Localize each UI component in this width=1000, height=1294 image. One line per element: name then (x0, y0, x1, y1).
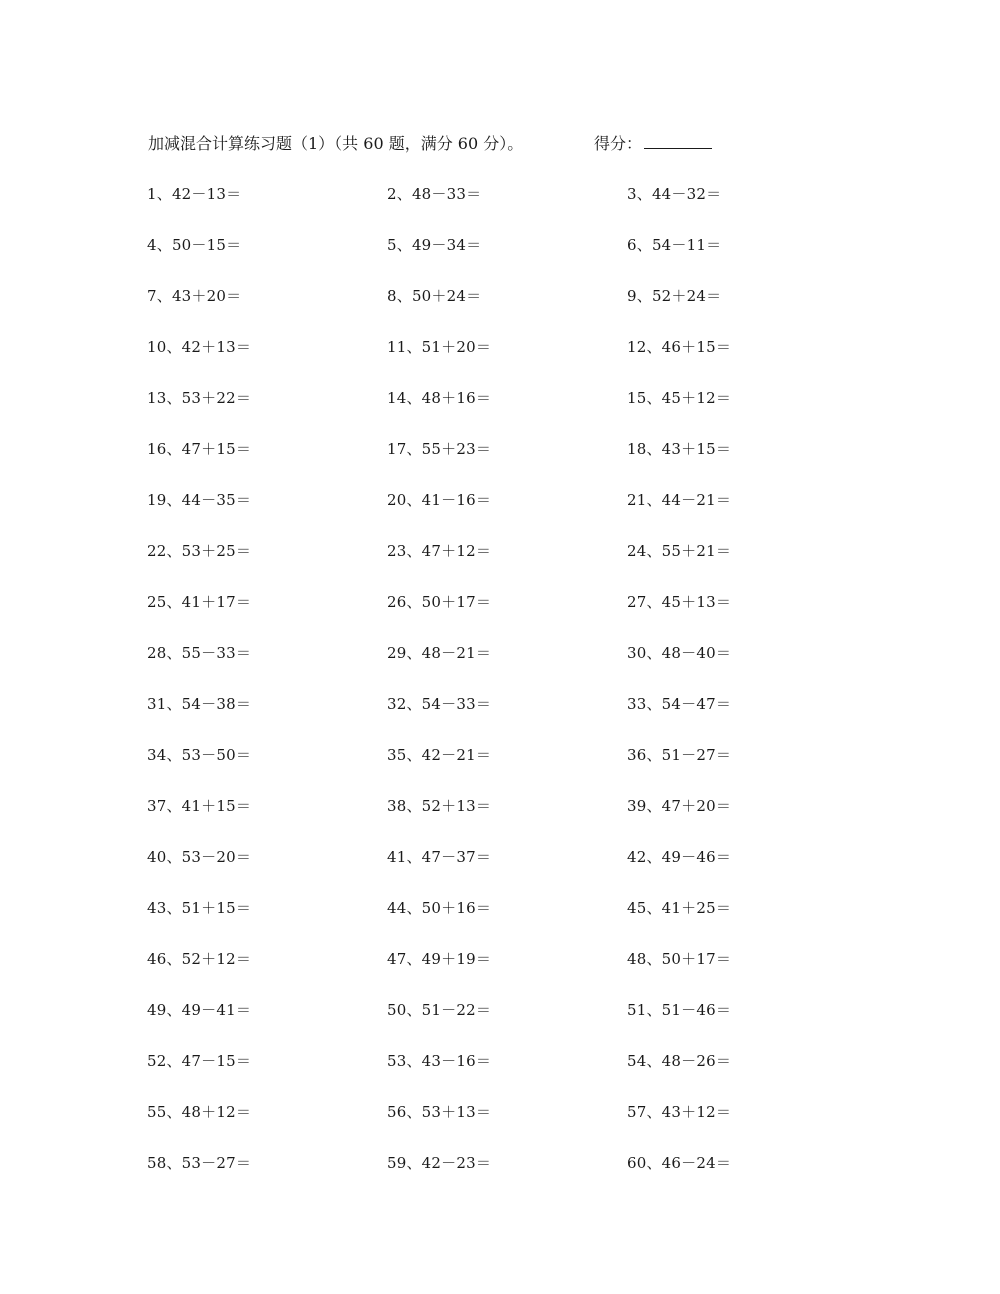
problem-item: 3、44－32＝ (627, 185, 722, 203)
problem-item: 36、51－27＝ (627, 746, 732, 764)
problem-item: 32、54－33＝ (387, 695, 492, 713)
problem-item: 38、52＋13＝ (387, 797, 492, 815)
problem-item: 51、51－46＝ (627, 1001, 732, 1019)
worksheet-header (148, 130, 848, 158)
problem-item: 43、51＋15＝ (147, 899, 252, 917)
problem-item: 21、44－21＝ (627, 491, 732, 509)
problem-item: 26、50＋17＝ (387, 593, 492, 611)
problem-item: 29、48－21＝ (387, 644, 492, 662)
problem-item: 7、43＋20＝ (147, 287, 242, 305)
problem-item: 12、46＋15＝ (627, 338, 732, 356)
worksheet-title: 加减混合计算练习题（1）（共 60 题，满分 60 分）。 (148, 134, 524, 153)
problem-item: 13、53＋22＝ (147, 389, 252, 407)
problem-item: 14、48＋16＝ (387, 389, 492, 407)
problem-item: 30、48－40＝ (627, 644, 732, 662)
problem-item: 10、42＋13＝ (147, 338, 252, 356)
problem-item: 57、43＋12＝ (627, 1103, 732, 1121)
problem-item: 15、45＋12＝ (627, 389, 732, 407)
problem-item: 40、53－20＝ (147, 848, 252, 866)
problem-item: 49、49－41＝ (147, 1001, 252, 1019)
problem-item: 39、47＋20＝ (627, 797, 732, 815)
problem-item: 22、53＋25＝ (147, 542, 252, 560)
problem-item: 18、43＋15＝ (627, 440, 732, 458)
problem-item: 9、52＋24＝ (627, 287, 722, 305)
problem-grid (147, 180, 867, 1200)
problem-item: 35、42－21＝ (387, 746, 492, 764)
problem-item: 17、55＋23＝ (387, 440, 492, 458)
problem-item: 27、45＋13＝ (627, 593, 732, 611)
problem-item: 44、50＋16＝ (387, 899, 492, 917)
problem-item: 24、55＋21＝ (627, 542, 732, 560)
problem-item: 2、48－33＝ (387, 185, 482, 203)
problem-item: 16、47＋15＝ (147, 440, 252, 458)
problem-item: 59、42－23＝ (387, 1154, 492, 1172)
score-field (594, 130, 712, 158)
problem-item: 42、49－46＝ (627, 848, 732, 866)
problem-item: 48、50＋17＝ (627, 950, 732, 968)
problem-item: 58、53－27＝ (147, 1154, 252, 1172)
problem-item: 23、47＋12＝ (387, 542, 492, 560)
problem-item: 8、50＋24＝ (387, 287, 482, 305)
problem-item: 33、54－47＝ (627, 695, 732, 713)
problem-item: 55、48＋12＝ (147, 1103, 252, 1121)
problem-item: 20、41－16＝ (387, 491, 492, 509)
problem-item: 47、49＋19＝ (387, 950, 492, 968)
problem-item: 56、53＋13＝ (387, 1103, 492, 1121)
problem-item: 6、54－11＝ (627, 236, 722, 254)
problem-item: 28、55－33＝ (147, 644, 252, 662)
problem-item: 11、51＋20＝ (387, 338, 492, 356)
problem-item: 34、53－50＝ (147, 746, 252, 764)
problem-item: 60、46－24＝ (627, 1154, 732, 1172)
problem-item: 4、50－15＝ (147, 236, 242, 254)
problem-item: 54、48－26＝ (627, 1052, 732, 1070)
problem-item: 19、44－35＝ (147, 491, 252, 509)
problem-item: 41、47－37＝ (387, 848, 492, 866)
problem-item: 46、52＋12＝ (147, 950, 252, 968)
problem-item: 45、41＋25＝ (627, 899, 732, 917)
problem-item: 53、43－16＝ (387, 1052, 492, 1070)
problem-item: 52、47－15＝ (147, 1052, 252, 1070)
problem-item: 31、54－38＝ (147, 695, 252, 713)
problem-item: 50、51－22＝ (387, 1001, 492, 1019)
problem-item: 1、42－13＝ (147, 185, 242, 203)
problem-item: 37、41＋15＝ (147, 797, 252, 815)
score-label: 得分： (594, 134, 643, 153)
problem-item: 25、41＋17＝ (147, 593, 252, 611)
score-blank-line[interactable] (644, 130, 712, 149)
problem-item: 5、49－34＝ (387, 236, 482, 254)
